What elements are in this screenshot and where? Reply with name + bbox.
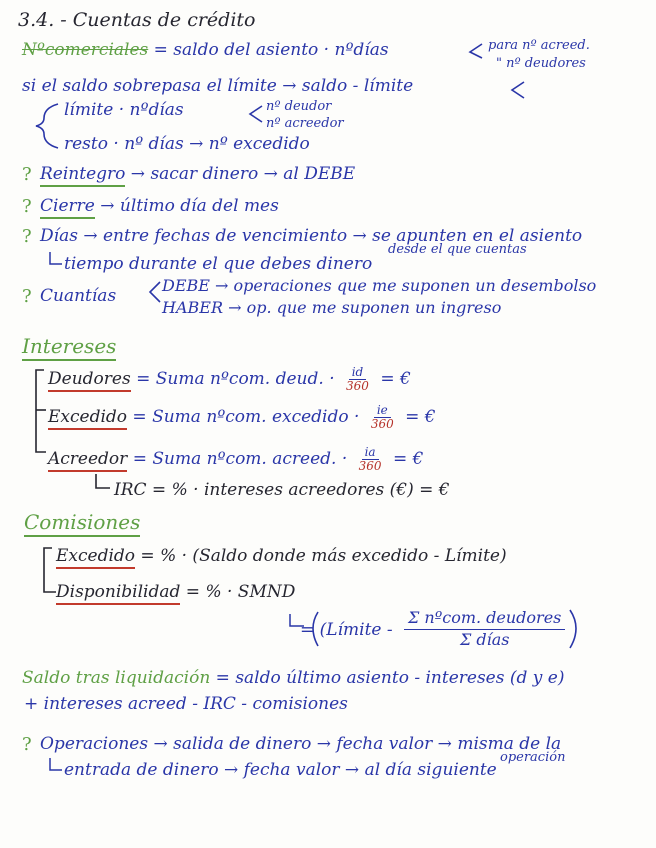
resto-line: resto · nº días → nº excedido	[64, 134, 310, 154]
n-deudor: nº deudor	[266, 99, 332, 114]
deudores-formula: = Suma nºcom. deud. ·	[136, 369, 335, 389]
acreedor-formula: = Suma nºcom. acreed. ·	[132, 449, 348, 469]
deudores-label: Deudores	[48, 369, 131, 392]
irc-line: IRC = % · intereses acreedores (€) = €	[114, 480, 450, 500]
dias-text2: desde el que cuentas	[388, 242, 527, 257]
numeros-line	[22, 40, 389, 60]
reintegro-line	[40, 164, 355, 184]
operaciones-line	[40, 734, 561, 754]
saldo-formula: = saldo último asiento - intereses (d y e)	[215, 668, 565, 688]
com-excedido-label: Excedido	[56, 546, 135, 569]
cierre-line	[40, 196, 279, 216]
com-excedido-formula: = % · (Saldo donde más excedido - Límite)	[140, 546, 507, 566]
fraction-numerator: id	[349, 366, 367, 380]
saldo-label: Saldo tras liquidación	[22, 668, 211, 688]
dias-sub: tiempo durante el que debes dinero	[64, 254, 373, 274]
fraction-denominator: 360	[346, 379, 369, 393]
green-check-mark: ?	[22, 196, 32, 217]
excedido-formula: = Suma nºcom. excedido ·	[132, 407, 360, 427]
green-check-mark: ?	[22, 226, 32, 247]
cuantias-haber: HABER → op. que me suponen un ingreso	[162, 298, 502, 317]
fraction-numerator: ia	[362, 446, 379, 460]
smnd-numerator: Σ nºcom. deudores	[404, 608, 565, 630]
smnd-denominator: Σ días	[459, 630, 510, 649]
operaciones-text-sup: operación	[500, 750, 566, 765]
saldo-formula2: + intereses acreed - IRC - comisiones	[24, 694, 348, 714]
comisiones-excedido-line	[56, 546, 507, 566]
operaciones-sub: entrada de dinero → fecha valor → al día siguiente	[64, 760, 497, 780]
reintegro-text: → sacar dinero → al DEBE	[130, 164, 356, 184]
cuantias-debe: DEBE → operaciones que me suponen un desembolso	[162, 276, 597, 295]
numeros-label: Nºcomerciales	[22, 40, 149, 60]
eq-euro: = €	[405, 407, 436, 427]
disp-formula: = % · SMND	[185, 582, 296, 602]
comisiones-heading	[24, 512, 140, 532]
green-check-mark: ?	[22, 734, 32, 755]
dias-label: Días	[40, 226, 78, 246]
reintegro-label: Reintegro	[40, 164, 125, 187]
deudores-fraction	[343, 366, 372, 393]
para-acreed: para nº acreed.	[488, 38, 590, 53]
acreedor-label: Acreedor	[48, 449, 127, 472]
smnd-open: = (Límite -	[300, 620, 393, 640]
eq-euro: = €	[380, 369, 411, 389]
fraction-numerator: ie	[374, 404, 391, 418]
intereses-excedido-line	[48, 404, 436, 431]
disp-label: Disponibilidad	[56, 582, 180, 605]
smnd-fraction	[404, 608, 565, 650]
cuantias-label: Cuantías	[40, 286, 117, 306]
cierre-label: Cierre	[40, 196, 95, 219]
cierre-text: → último día del mes	[100, 196, 279, 216]
si-saldo-line: si el saldo sobrepasa el límite → saldo - límite	[22, 76, 414, 96]
comisiones-disponibilidad-line	[56, 582, 295, 602]
excedido-fraction	[368, 404, 397, 431]
saldo-line	[22, 668, 564, 688]
intereses-heading	[22, 336, 116, 356]
comisiones-heading-text: Comisiones	[24, 510, 140, 537]
intereses-heading-text: Intereses	[22, 334, 116, 361]
numeros-formula: = saldo del asiento · nºdías	[153, 40, 389, 60]
excedido-label: Excedido	[48, 407, 127, 430]
acreedor-fraction	[356, 446, 385, 473]
limite-line: límite · nºdías	[64, 100, 184, 120]
intereses-acreedor-line	[48, 446, 423, 473]
green-check-mark: ?	[22, 164, 32, 185]
page-title: 3.4. - Cuentas de crédito	[18, 9, 256, 31]
eq-euro: = €	[392, 449, 424, 469]
n-acreedor: nº acreedor	[266, 116, 344, 131]
operaciones-text: → salida de dinero → fecha valor → misma de la	[153, 734, 562, 754]
para-deudores: " nº deudores	[496, 56, 586, 71]
fraction-denominator: 360	[358, 459, 382, 473]
green-check-mark: ?	[22, 286, 32, 307]
intereses-deudores-line	[48, 366, 411, 393]
dias-text: → entre fechas de vencimiento → se apunten en el asiento	[83, 226, 583, 246]
fraction-denominator: 360	[370, 417, 394, 431]
operaciones-label: Operaciones	[40, 734, 149, 754]
